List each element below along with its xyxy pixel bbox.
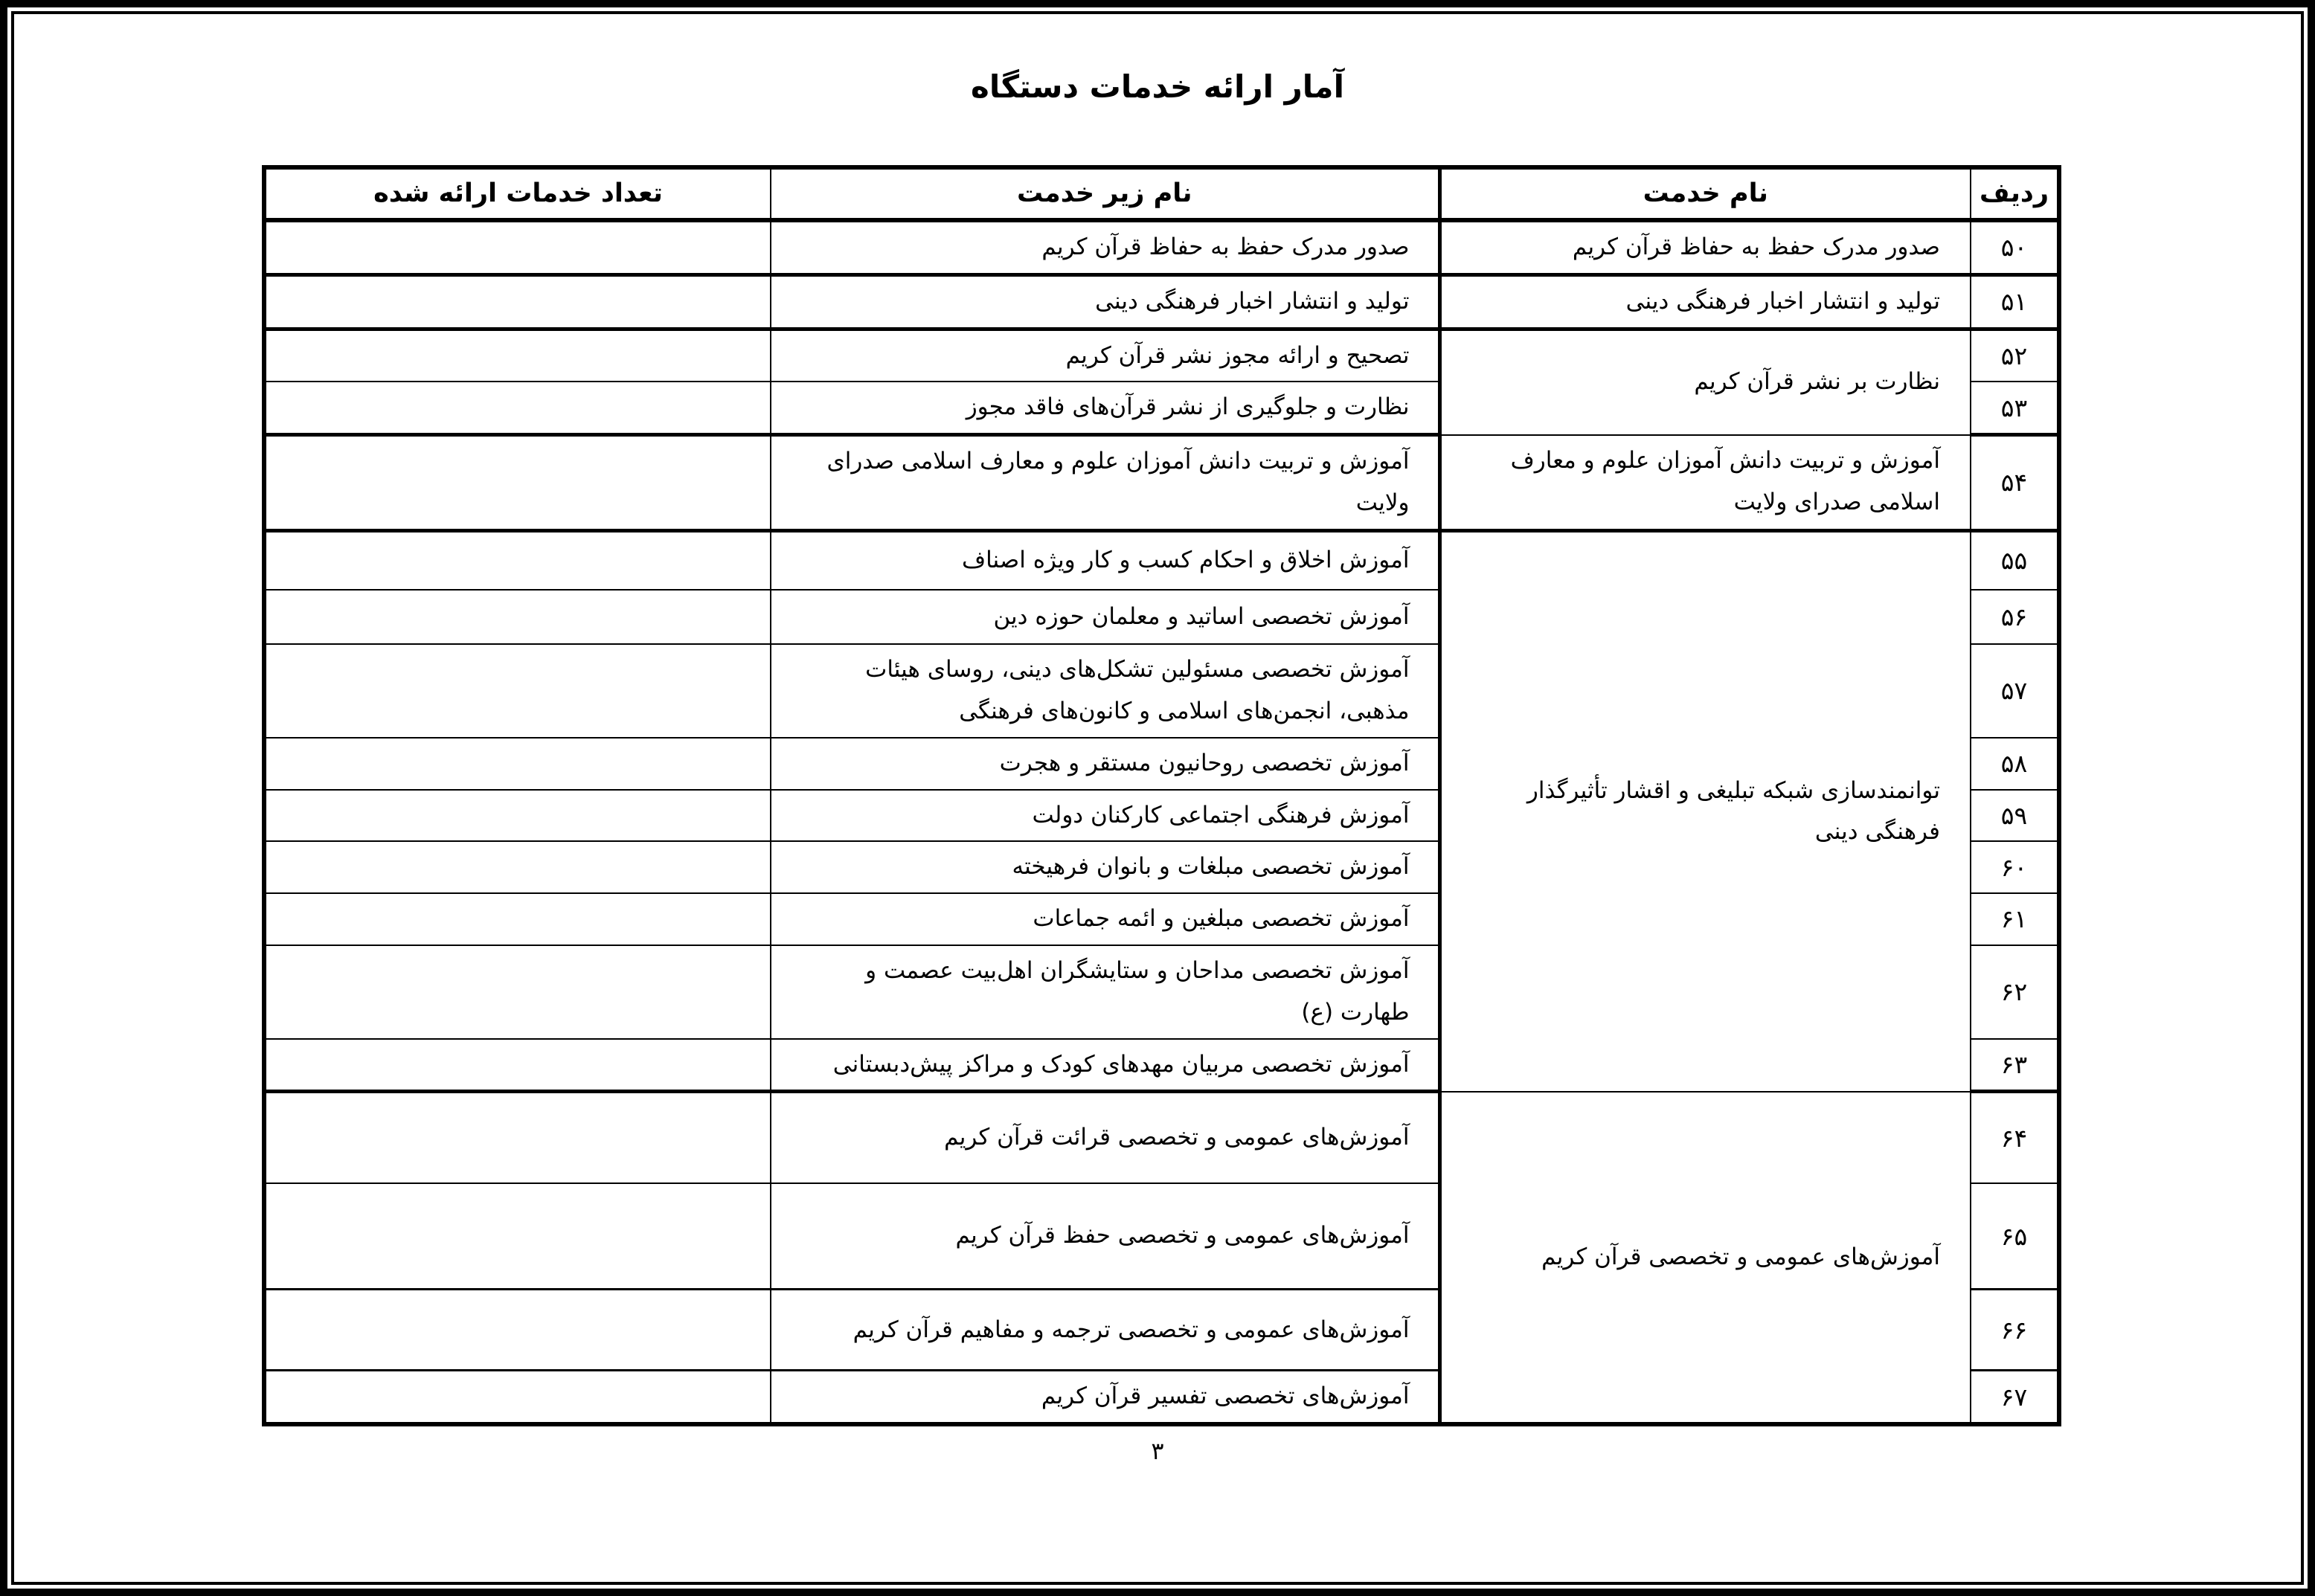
cell-row-id: ۵۹: [1971, 790, 2059, 842]
cell-row-id: ۵۰: [1971, 220, 2059, 274]
table-row: [264, 435, 2059, 531]
cell-count: [264, 1039, 771, 1092]
cell-count: [264, 274, 771, 329]
cell-service: آموزش‌های عمومی و تخصصی قرآن کریم: [1439, 1092, 1971, 1424]
cell-sub-service: نظارت و جلوگیری از نشر قرآن‌های فاقد مجوز: [771, 382, 1439, 434]
cell-row-id: ۶۶: [1971, 1290, 2059, 1371]
page-title: آمار ارائه خدمات دستگاه: [971, 68, 1344, 105]
cell-row-id: ۶۴: [1971, 1092, 2059, 1183]
cell-sub-service: آموزش تخصصی مداحان و ستایشگران اهل‌بیت عصمت و طهارت (ع): [771, 945, 1439, 1039]
cell-count: [264, 893, 771, 945]
cell-sub-service: تولید و انتشار اخبار فرهنگی دینی: [771, 274, 1439, 329]
cell-row-id: ۵۵: [1971, 530, 2059, 590]
header-count: تعداد خدمات ارائه شده: [264, 167, 771, 220]
cell-row-id: ۵۲: [1971, 329, 2059, 382]
table-row: [264, 274, 2059, 329]
cell-count: [264, 945, 771, 1039]
cell-count: [264, 590, 771, 644]
cell-count: [264, 644, 771, 738]
page-number: ۳: [1151, 1437, 1164, 1465]
cell-service: نظارت بر نشر قرآن کریم: [1439, 329, 1971, 435]
cell-count: [264, 790, 771, 842]
cell-sub-service: آموزش تخصصی اساتید و معلمان حوزه دین: [771, 590, 1439, 644]
cell-sub-service: آموزش‌های عمومی و تخصصی ترجمه و مفاهیم قرآن کریم: [771, 1290, 1439, 1371]
cell-row-id: ۶۱: [1971, 893, 2059, 945]
cell-row-id: ۵۷: [1971, 644, 2059, 738]
cell-sub-service: آموزش و تربیت دانش آموزان علوم و معارف اسلامی صدرای ولایت: [771, 435, 1439, 531]
cell-sub-service: آموزش‌های تخصصی تفسیر قرآن کریم: [771, 1371, 1439, 1424]
cell-row-id: ۵۴: [1971, 435, 2059, 531]
cell-sub-service: آموزش تخصصی روحانیون مستقر و هجرت: [771, 738, 1439, 790]
cell-row-id: ۵۳: [1971, 382, 2059, 434]
cell-service: آموزش و تربیت دانش آموزان علوم و معارف اسلامی صدرای ولایت: [1439, 435, 1971, 531]
table-row: [264, 329, 2059, 382]
cell-sub-service: آموزش تخصصی مربیان مهدهای کودک و مراکز پیش‌دبستانی: [771, 1039, 1439, 1092]
header-sub-service: نام زیر خدمت: [771, 167, 1439, 220]
cell-count: [264, 329, 771, 382]
cell-sub-service: تصحیح و ارائه مجوز نشر قرآن کریم: [771, 329, 1439, 382]
cell-sub-service: آموزش‌های عمومی و تخصصی حفظ قرآن کریم: [771, 1183, 1439, 1290]
cell-sub-service: آموزش‌های عمومی و تخصصی قرائت قرآن کریم: [771, 1092, 1439, 1183]
cell-sub-service: آموزش اخلاق و احکام کسب و کار ویژه اصناف: [771, 530, 1439, 590]
cell-count: [264, 1183, 771, 1290]
cell-service: صدور مدرک حفظ به حفاظ قرآن کریم: [1439, 220, 1971, 274]
cell-sub-service: آموزش تخصصی مسئولین تشکل‌های دینی، روسای هیئات مذهبی، انجمن‌های اسلامی و کانون‌های فرهنگی: [771, 644, 1439, 738]
cell-row-id: ۵۶: [1971, 590, 2059, 644]
cell-count: [264, 220, 771, 274]
cell-count: [264, 1290, 771, 1371]
cell-sub-service: آموزش تخصصی مبلغین و ائمه جماعات: [771, 893, 1439, 945]
cell-row-id: ۶۲: [1971, 945, 2059, 1039]
table-row: [264, 1092, 2059, 1183]
cell-row-id: ۶۳: [1971, 1039, 2059, 1092]
table-header-row: [264, 167, 2059, 220]
cell-sub-service: آموزش تخصصی مبلغات و بانوان فرهیخته: [771, 841, 1439, 893]
table-row: [264, 220, 2059, 274]
header-row-id: ردیف: [1971, 167, 2059, 220]
cell-row-id: ۶۵: [1971, 1183, 2059, 1290]
cell-sub-service: آموزش فرهنگی اجتماعی کارکنان دولت: [771, 790, 1439, 842]
cell-row-id: ۵۱: [1971, 274, 2059, 329]
cell-count: [264, 1371, 771, 1424]
header-service: نام خدمت: [1439, 167, 1971, 220]
cell-count: [264, 530, 771, 590]
cell-count: [264, 382, 771, 434]
services-table: [262, 165, 2061, 1426]
cell-count: [264, 738, 771, 790]
cell-count: [264, 1092, 771, 1183]
cell-count: [264, 435, 771, 531]
cell-service: توانمندسازی شبکه تبلیغی و اقشار تأثیرگذار فرهنگی دینی: [1439, 530, 1971, 1092]
cell-row-id: ۶۷: [1971, 1371, 2059, 1424]
cell-row-id: ۶۰: [1971, 841, 2059, 893]
cell-count: [264, 841, 771, 893]
table-row: [264, 530, 2059, 590]
cell-service: تولید و انتشار اخبار فرهنگی دینی: [1439, 274, 1971, 329]
cell-sub-service: صدور مدرک حفظ به حفاظ قرآن کریم: [771, 220, 1439, 274]
cell-row-id: ۵۸: [1971, 738, 2059, 790]
